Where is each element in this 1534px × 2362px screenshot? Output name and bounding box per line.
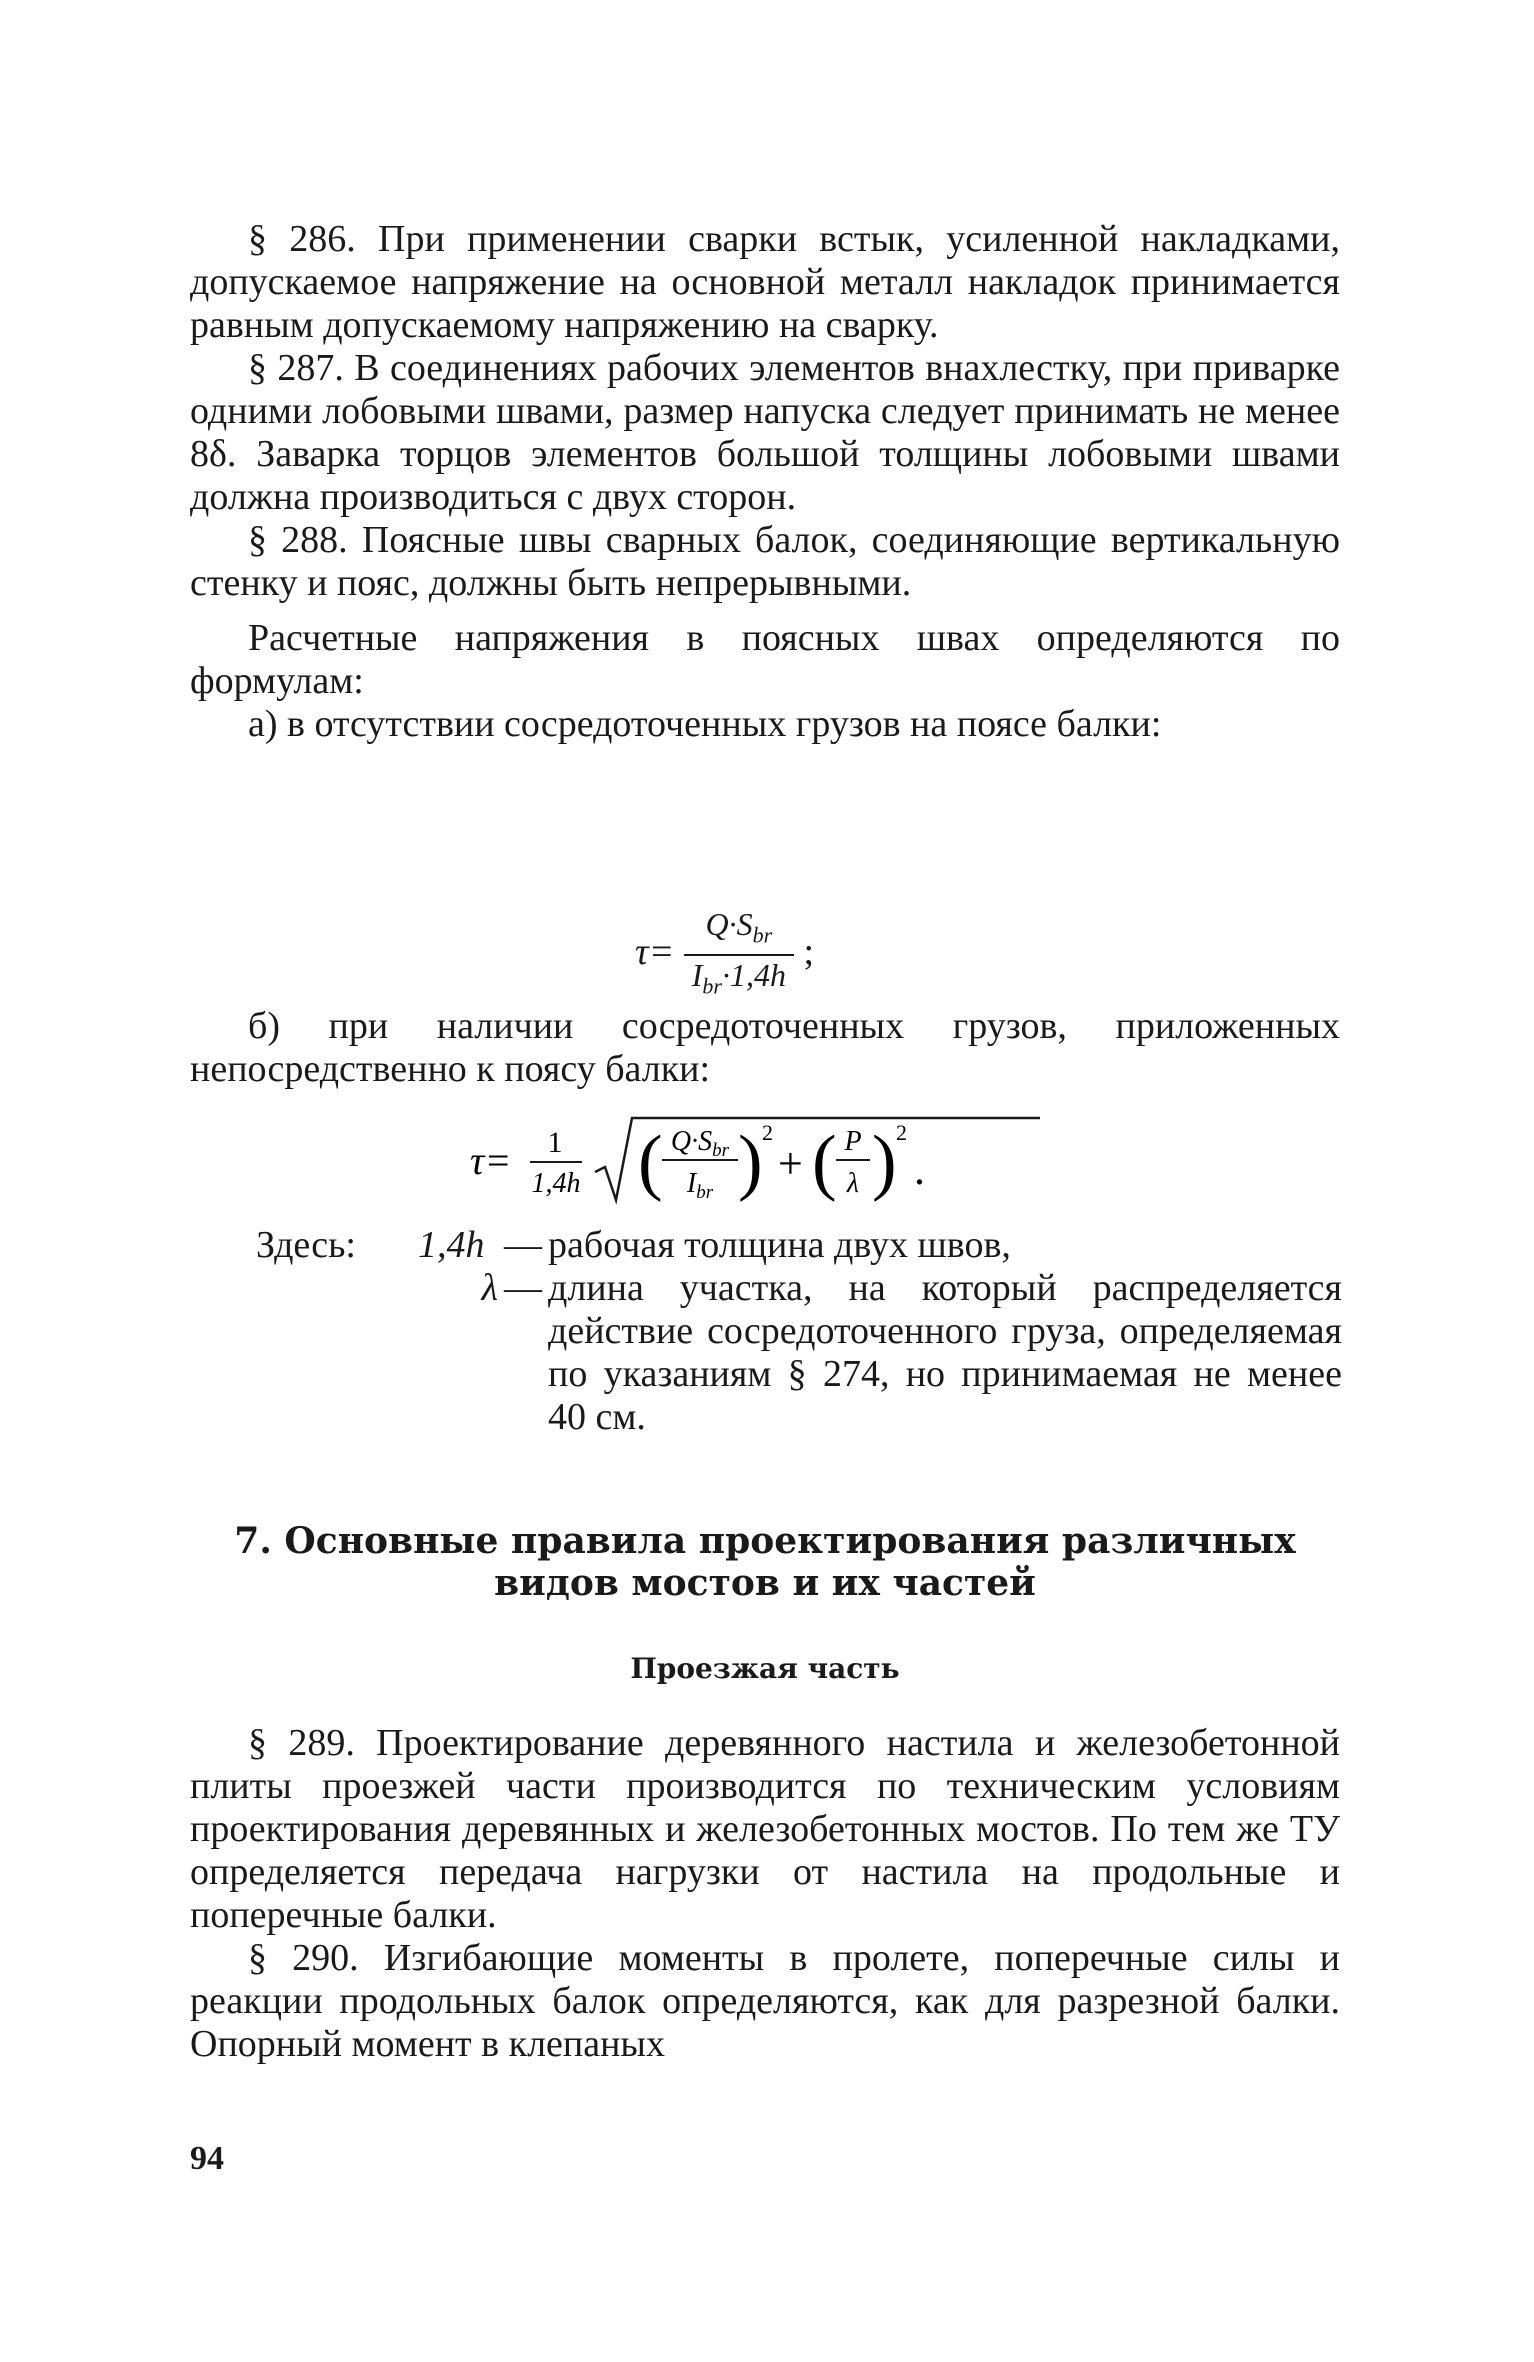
- formula-1: [635, 905, 814, 1006]
- formula-1-den-main: I: [691, 957, 703, 994]
- formula-1-num-sub: br: [752, 922, 773, 948]
- formula-2-p-den: λ: [846, 1168, 860, 1199]
- formula-1-fraction: [684, 905, 794, 1006]
- formula-1-numerator: [698, 905, 781, 954]
- paragraph-case-a: а) в отсутствии сосредоточенных грузов на поясе балки:: [248, 703, 1162, 745]
- definition-row-2: [256, 1267, 1342, 1439]
- formula-2-inner-num-main: Q·S: [670, 1126, 713, 1157]
- lower-text-block: [190, 1722, 1340, 2066]
- definition-text: длина участка, на который распределяется действие сосредоточенного груза, определяемая по указаниям § 274, но принимаемая не менее 40 см.: [548, 1267, 1342, 1438]
- formula-2: [470, 1112, 1070, 1222]
- section-title-line-2: видов мостов и их частей: [494, 1562, 1036, 1604]
- definition-text: рабочая толщина двух швов,: [548, 1224, 1011, 1266]
- formula-2-svg: [470, 1112, 1070, 1212]
- formula-2-inner-den-sub: br: [696, 1182, 714, 1203]
- formula-2-open-paren-1: (: [638, 1121, 663, 1203]
- formula-1-den-tail: ·1,4h: [721, 957, 786, 994]
- definition-spacer: [256, 1267, 418, 1439]
- formula-2-lhs: τ=: [470, 1138, 512, 1183]
- formula-2-coef-num: 1: [547, 1126, 563, 1159]
- formula-1-den-sub: br: [702, 973, 722, 999]
- definition-row-1: [256, 1224, 1342, 1267]
- paragraph-case-b: б) при наличии сосредоточенных грузов, приложенных непосредственно к поясу балки:: [190, 1005, 1340, 1090]
- formula-2-inner-den-main: I: [686, 1168, 697, 1199]
- paragraph-288: § 288. Поясные швы сварных балок, соединяющие вертикальную стенку и пояс, должны быть непрерывными.: [190, 519, 1340, 604]
- formula-2-period: .: [914, 1145, 925, 1194]
- formula-2-open-paren-2: (: [812, 1121, 837, 1203]
- upper-text-block: [190, 218, 1340, 746]
- formula-2-plus: +: [778, 1139, 803, 1188]
- section-subtitle: Проезжая часть: [630, 1652, 900, 1685]
- formula-1-denominator: [684, 954, 794, 1005]
- formula-2-exp-1: 2: [762, 1120, 773, 1145]
- formula-2-inner-num: [671, 1126, 730, 1161]
- paragraph-intro: Расчетные напряжения в поясных швах определяются по формулам:: [190, 617, 1340, 702]
- formula-2-close-paren-2: ): [872, 1121, 897, 1203]
- definition-dash: —: [504, 1267, 542, 1309]
- formula-2-exp-2: 2: [896, 1120, 907, 1145]
- formula-1-num-main: Q·S: [705, 906, 753, 942]
- definitions-label: Здесь:: [256, 1224, 356, 1266]
- formula-2-inner-den: [686, 1168, 714, 1203]
- definition-symbol: λ: [481, 1267, 498, 1309]
- formula-1-semicolon: ;: [803, 931, 815, 974]
- case-b-block: [190, 1005, 1340, 1091]
- definition-dash: —: [504, 1224, 542, 1266]
- formula-2-inner-num-sub: br: [712, 1140, 730, 1161]
- definition-symbol: 1,4h: [418, 1224, 485, 1266]
- page-number: 94: [190, 2140, 224, 2177]
- formula-1-lhs: τ=: [635, 931, 675, 974]
- section-heading: [190, 1520, 1340, 1604]
- formula-2-close-paren-1: ): [738, 1121, 763, 1203]
- paragraph-289: § 289. Проектирование деревянного настила и железобетонной плиты проезжей части производится по техническим условиям проектирования деревянных и железобетонных мостов. По тем же ТУ определяется передача нагрузки от настила на продольные и поперечные балки.: [190, 1722, 1340, 1936]
- definitions-block: [256, 1224, 1342, 1439]
- formula-2-coef-den: 1,4h: [531, 1168, 581, 1199]
- section-title-line-1: 7. Основные правила проектирования различных: [234, 1520, 1296, 1562]
- paragraph-287: § 287. В соединениях рабочих элементов внахлестку, при приварке одними лобовыми швами, размер напуска следует принимать не менее 8δ. Заварка торцов элементов большой толщины лобовыми швами должна производиться с двух сторон.: [190, 347, 1340, 518]
- paragraph-290: § 290. Изгибающие моменты в пролете, поперечные силы и реакции продольных балок определяются, как для разрезной балки. Опорный момент в клепаных: [190, 1937, 1340, 2065]
- paragraph-286: § 286. При применении сварки встык, усиленной накладками, допускаемое напряжение на основной металл накладок принимается равным допускаемому напряжению на сварку.: [190, 218, 1340, 346]
- formula-2-p-num: P: [844, 1126, 862, 1157]
